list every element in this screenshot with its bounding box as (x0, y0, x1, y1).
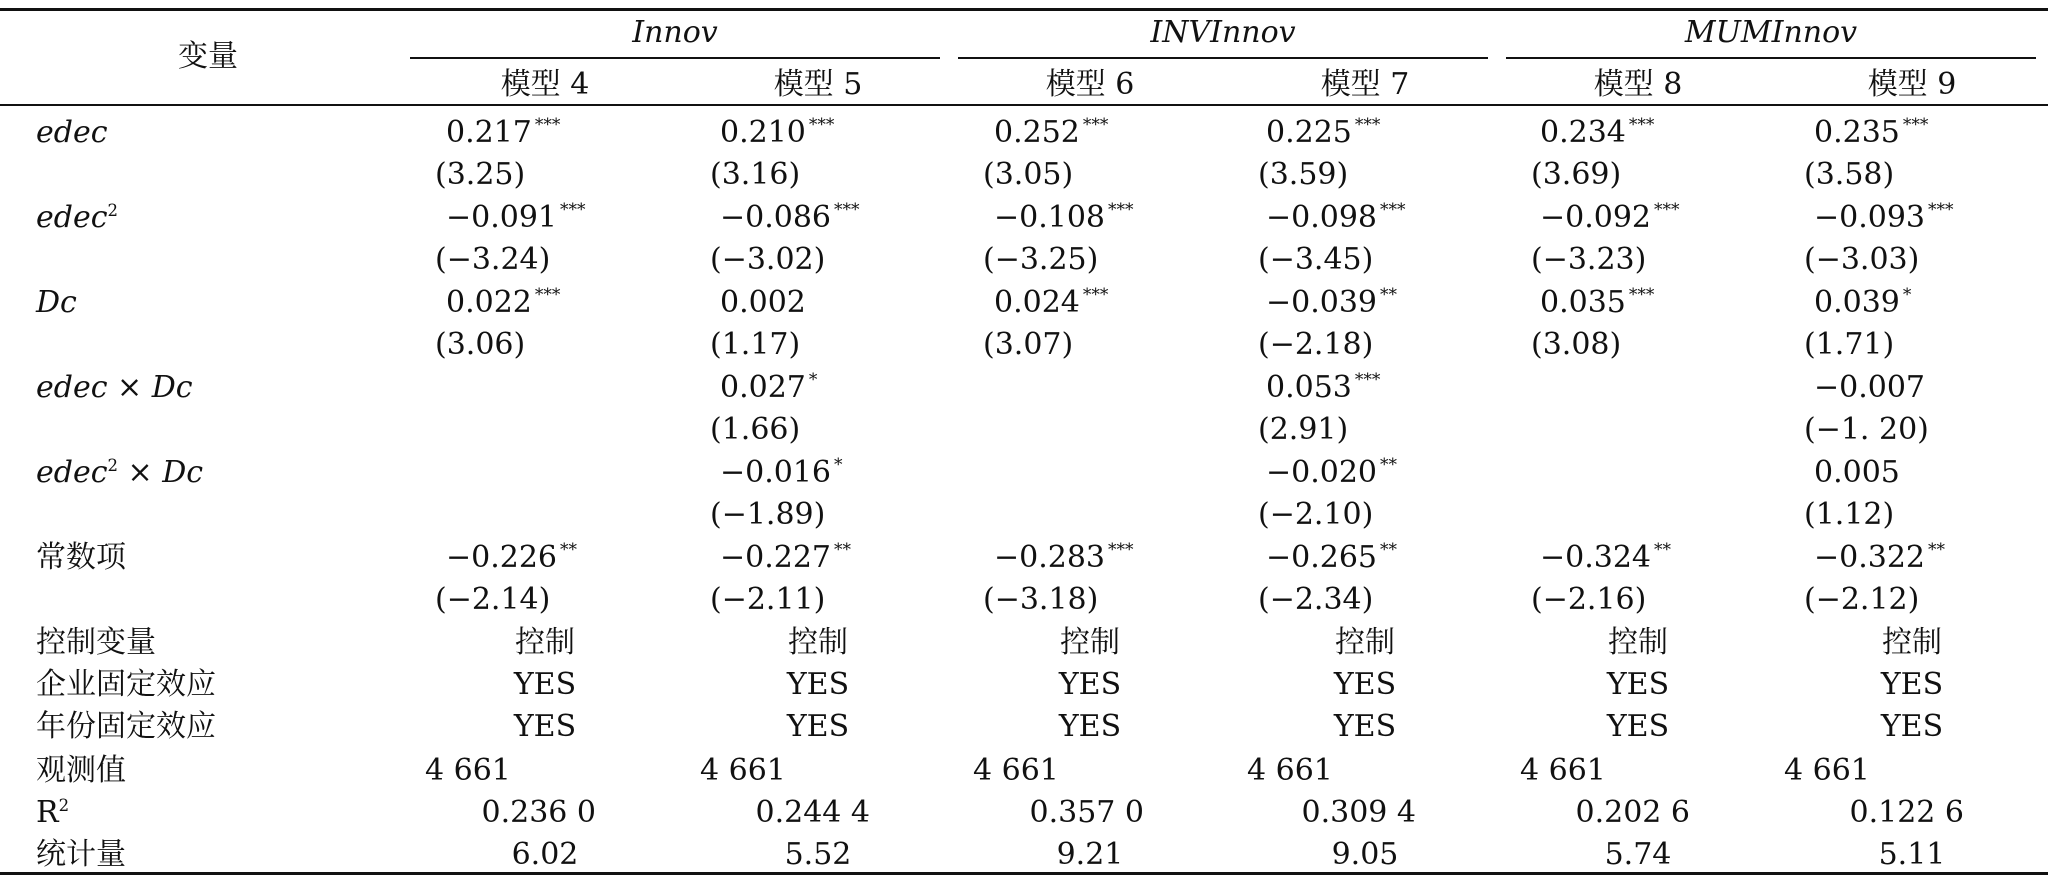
stat-cell: 9.21 (1056, 837, 1124, 872)
t-stat-cell: (3.06) (435, 327, 526, 362)
coefficient-cell: 0.039 * (1814, 285, 1912, 320)
coefficient-cell: −0.039 ** (1266, 285, 1398, 320)
t-stat-cell: (−3.02) (710, 242, 826, 277)
t-stat-cell: (3.16) (710, 157, 801, 192)
coefficient-cell: −0.007 (1814, 370, 1926, 405)
group-header-invinnov: INVInnov (1150, 15, 1296, 50)
t-stat-cell: (−3.24) (435, 242, 551, 277)
coefficient-cell: −0.098 *** (1266, 200, 1406, 235)
coefficient-cell: 0.005 (1814, 455, 1900, 490)
control-cell: YES (1880, 667, 1944, 702)
row-label: 统计量 (36, 837, 126, 872)
significance-stars: * (834, 455, 843, 475)
row-label: edec$^2$ × Dc (36, 455, 204, 490)
row-label: 常数项 (36, 540, 126, 575)
significance-stars: ** (1380, 455, 1398, 475)
significance-stars: *** (560, 200, 586, 220)
t-stat-cell: (3.69) (1531, 157, 1622, 192)
top-rule (0, 8, 2048, 11)
stat-cell: 5.11 (1878, 837, 1946, 872)
control-cell: YES (1880, 709, 1944, 744)
coefficient-cell: 0.035 *** (1540, 285, 1655, 320)
significance-stars: *** (534, 115, 561, 135)
row-label: edec (36, 115, 108, 150)
coefficient-cell: −0.227 ** (720, 540, 852, 575)
t-stat-cell: (3.07) (983, 327, 1074, 362)
t-stat-cell: (−3.03) (1804, 242, 1920, 277)
significance-stars: * (808, 370, 818, 390)
group-rule-innov (410, 57, 940, 59)
control-cell: YES (786, 709, 850, 744)
stat-cell: 0.236 0 (481, 795, 596, 830)
t-stat-cell: (−2.10) (1258, 497, 1374, 532)
coefficient-cell: 0.252 *** (994, 115, 1109, 150)
group-rule-muminnov (1506, 57, 2036, 59)
t-stat-cell: (−2.34) (1258, 582, 1374, 617)
stat-cell: 4 661 (1247, 753, 1333, 788)
control-cell: YES (1058, 709, 1122, 744)
t-stat-cell: (1.66) (710, 412, 801, 447)
significance-stars: *** (1082, 285, 1109, 305)
stat-cell: 5.74 (1604, 837, 1672, 872)
significance-stars: ** (1380, 285, 1398, 305)
model-header-7: 模型 7 (1320, 67, 1410, 102)
group-rule-invinnov (958, 57, 1488, 59)
significance-stars: * (1902, 285, 1912, 305)
model-header-8: 模型 8 (1593, 67, 1683, 102)
t-stat-cell: (−1. 20) (1804, 412, 1929, 447)
t-stat-cell: (−3.23) (1531, 242, 1647, 277)
significance-stars: *** (1654, 200, 1680, 220)
variable-header: 变量 (178, 39, 238, 74)
coefficient-cell: 0.027 * (720, 370, 818, 405)
bottom-rule (0, 872, 2048, 875)
stat-cell: 4 661 (425, 753, 511, 788)
significance-stars: ** (1654, 540, 1672, 560)
control-cell: YES (1606, 667, 1670, 702)
control-cell: 控制 (1608, 625, 1668, 660)
significance-stars: *** (1628, 115, 1655, 135)
significance-stars: *** (1628, 285, 1655, 305)
group-header-muminnov: MUMInnov (1684, 15, 1858, 50)
control-cell: YES (513, 709, 577, 744)
stat-cell: 0.244 4 (755, 795, 870, 830)
significance-stars: ** (1928, 540, 1946, 560)
significance-stars: *** (1380, 200, 1406, 220)
coefficient-cell: 0.053 *** (1266, 370, 1381, 405)
model-header-9: 模型 9 (1867, 67, 1957, 102)
t-stat-cell: (1.17) (710, 327, 801, 362)
control-cell: 控制 (1335, 625, 1395, 660)
significance-stars: *** (534, 285, 561, 305)
control-cell: YES (1333, 709, 1397, 744)
stat-cell: 0.309 4 (1301, 795, 1416, 830)
t-stat-cell: (3.25) (435, 157, 526, 192)
row-label: edec$^2$ (36, 200, 119, 235)
significance-stars: ** (834, 540, 852, 560)
model-header-4: 模型 4 (500, 67, 590, 102)
t-stat-cell: (−2.16) (1531, 582, 1647, 617)
model-header-6: 模型 6 (1045, 67, 1135, 102)
stat-cell: 0.202 6 (1575, 795, 1690, 830)
significance-stars: *** (1902, 115, 1929, 135)
coefficient-cell: −0.020 ** (1266, 455, 1398, 490)
stat-cell: 5.52 (784, 837, 852, 872)
coefficient-cell: −0.322 ** (1814, 540, 1946, 575)
row-label: 控制变量 (36, 625, 156, 660)
row-label: edec × Dc (36, 370, 193, 405)
control-cell: 控制 (515, 625, 575, 660)
row-label: 企业固定效应 (36, 667, 216, 702)
significance-stars: *** (1108, 200, 1134, 220)
model-header-5: 模型 5 (773, 67, 863, 102)
significance-stars: *** (1928, 200, 1954, 220)
significance-stars: *** (1354, 370, 1381, 390)
coefficient-cell: 0.022 *** (446, 285, 561, 320)
row-label: 观测值 (36, 753, 126, 788)
significance-stars: *** (1082, 115, 1109, 135)
coefficient-cell: 0.002 (720, 285, 806, 320)
coefficient-cell: −0.283 *** (994, 540, 1134, 575)
coefficient-cell: 0.210 *** (720, 115, 835, 150)
significance-stars: *** (1354, 115, 1381, 135)
t-stat-cell: (−2.14) (435, 582, 551, 617)
coefficient-cell: 0.024 *** (994, 285, 1109, 320)
coefficient-cell: −0.108 *** (994, 200, 1134, 235)
coefficient-cell: −0.265 ** (1266, 540, 1398, 575)
t-stat-cell: (1.12) (1804, 497, 1895, 532)
coefficient-cell: 0.234 *** (1540, 115, 1655, 150)
row-label: 年份固定效应 (36, 709, 216, 744)
t-stat-cell: (−3.45) (1258, 242, 1374, 277)
coefficient-cell: 0.235 *** (1814, 115, 1929, 150)
control-cell: 控制 (1060, 625, 1120, 660)
t-stat-cell: (−2.11) (710, 582, 826, 617)
coefficient-cell: −0.086 *** (720, 200, 860, 235)
row-label: Dc (36, 285, 77, 320)
t-stat-cell: (3.08) (1531, 327, 1622, 362)
t-stat-cell: (3.05) (983, 157, 1074, 192)
group-header-innov: Innov (632, 15, 718, 50)
stat-cell: 4 661 (1784, 753, 1870, 788)
coefficient-cell: −0.093 *** (1814, 200, 1954, 235)
coefficient-cell: 0.225 *** (1266, 115, 1381, 150)
t-stat-cell: (−3.18) (983, 582, 1099, 617)
stat-cell: 9.05 (1331, 837, 1399, 872)
t-stat-cell: (3.58) (1804, 157, 1895, 192)
control-cell: YES (1333, 667, 1397, 702)
t-stat-cell: (3.59) (1258, 157, 1349, 192)
t-stat-cell: (2.91) (1258, 412, 1349, 447)
stat-cell: 4 661 (700, 753, 786, 788)
significance-stars: *** (834, 200, 860, 220)
t-stat-cell: (−2.18) (1258, 327, 1374, 362)
coefficient-cell: −0.016 * (720, 455, 843, 490)
significance-stars: *** (808, 115, 835, 135)
coefficient-cell: −0.324 ** (1540, 540, 1672, 575)
stat-cell: 4 661 (1520, 753, 1606, 788)
control-cell: YES (1606, 709, 1670, 744)
stat-cell: 0.357 0 (1029, 795, 1144, 830)
coefficient-cell: 0.217 *** (446, 115, 561, 150)
row-label: $R^2$ (36, 795, 70, 830)
stat-cell: 0.122 6 (1849, 795, 1964, 830)
control-cell: 控制 (1882, 625, 1942, 660)
t-stat-cell: (−2.12) (1804, 582, 1920, 617)
significance-stars: *** (1108, 540, 1134, 560)
significance-stars: ** (1380, 540, 1398, 560)
significance-stars: ** (560, 540, 578, 560)
t-stat-cell: (1.71) (1804, 327, 1895, 362)
control-cell: YES (1058, 667, 1122, 702)
coefficient-cell: −0.226 ** (446, 540, 578, 575)
t-stat-cell: (−1.89) (710, 497, 826, 532)
stat-cell: 6.02 (511, 837, 579, 872)
control-cell: YES (513, 667, 577, 702)
coefficient-cell: −0.092 *** (1540, 200, 1680, 235)
t-stat-cell: (−3.25) (983, 242, 1099, 277)
control-cell: 控制 (788, 625, 848, 660)
stat-cell: 4 661 (973, 753, 1059, 788)
header-rule (0, 104, 2048, 106)
control-cell: YES (786, 667, 850, 702)
coefficient-cell: −0.091 *** (446, 200, 586, 235)
